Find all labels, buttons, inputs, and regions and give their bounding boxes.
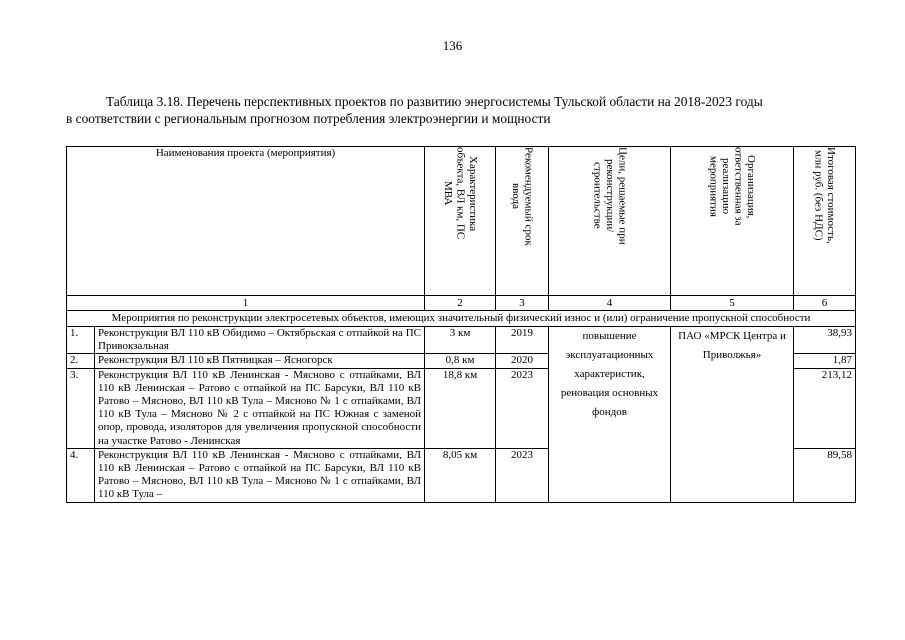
header-row [67,147,856,296]
header-organization: Организация, ответственная за реализацию мероприятия [671,147,794,296]
table-row [67,327,856,354]
row-number: 1. [67,327,95,354]
total-cost: 213,12 [794,368,856,448]
column-number: 4 [549,296,671,311]
table-caption [66,93,856,127]
object-characteristic: 3 км [425,327,496,354]
total-cost: 38,93 [794,327,856,354]
responsible-organization: ПАО «МРСК Центра и Приволжья» [671,327,794,503]
header-characteristic: Характеристика объекта, ВЛ км, ПС МВА [425,147,496,296]
column-number: 2 [425,296,496,311]
commission-term: 2020 [496,354,549,368]
header-name: Наименования проекта (мероприятия) [67,147,425,296]
column-number-row [67,296,856,311]
header-goals: Цели, решаемые при реконструкции/ строительстве [549,147,671,296]
section-row [67,311,856,327]
row-number: 3. [67,368,95,448]
total-cost: 1,87 [794,354,856,368]
project-goals: повышение эксплуатационных характеристик, реновация основных фондов [549,327,671,503]
row-number: 2. [67,354,95,368]
commission-term: 2019 [496,327,549,354]
header-term: Рекомендуемый срок ввода [496,147,549,296]
row-number: 4. [67,448,95,502]
object-characteristic: 18,8 км [425,368,496,448]
project-name: Реконструкция ВЛ 110 кВ Ленинская - Мясново с отпайками, ВЛ 110 кВ Ленинская – Ратово с отпайкой на ПС Барсуки, ВЛ 110 кВ Ратово – Мясново, ВЛ 110 кВ Тула – Мясново № 1 с отпайками, ВЛ 110 кВ Тула – [95,448,425,502]
projects-table [66,146,856,503]
section-title: Мероприятия по реконструкции электросетевых объектов, имеющих значительный физический износ и (или) ограничение пропускной способности [67,311,856,327]
column-number: 5 [671,296,794,311]
caption-line-1: Таблица 3.18. Перечень перспективных проектов по развитию энергосистемы Тульской области на 2018-2023 годы [106,94,763,109]
column-number: 3 [496,296,549,311]
total-cost: 89,58 [794,448,856,502]
column-number: 6 [794,296,856,311]
project-name: Реконструкция ВЛ 110 кВ Пятницкая – Ясногорск [95,354,425,368]
object-characteristic: 8,05 км [425,448,496,502]
commission-term: 2023 [496,448,549,502]
object-characteristic: 0,8 км [425,354,496,368]
project-name: Реконструкция ВЛ 110 кВ Обидимо – Октябрьская с отпайкой на ПС Привокзальная [95,327,425,354]
header-cost: Итоговая стоимость, млн руб. (без НДС) [794,147,856,296]
page-number: 136 [442,38,463,53]
column-number: 1 [67,296,425,311]
caption-line-2: в соответствии с региональным прогнозом потребления электроэнергии и мощности [66,111,551,126]
commission-term: 2023 [496,368,549,448]
project-name: Реконструкция ВЛ 110 кВ Ленинская - Мясново с отпайками, ВЛ 110 кВ Ленинская – Ратово с отпайкой на ПС Барсуки, ВЛ 110 кВ Ратово – Мясново, ВЛ 110 кВ Тула – Мясново № 1 с отпайками, ВЛ 110 кВ Тула – Мясново № 2 с отпайкой на ПС Южная с заменой опор, провода, изоляторов для увеличения пропускной способности на участке Ратово - Ленинская [95,368,425,448]
